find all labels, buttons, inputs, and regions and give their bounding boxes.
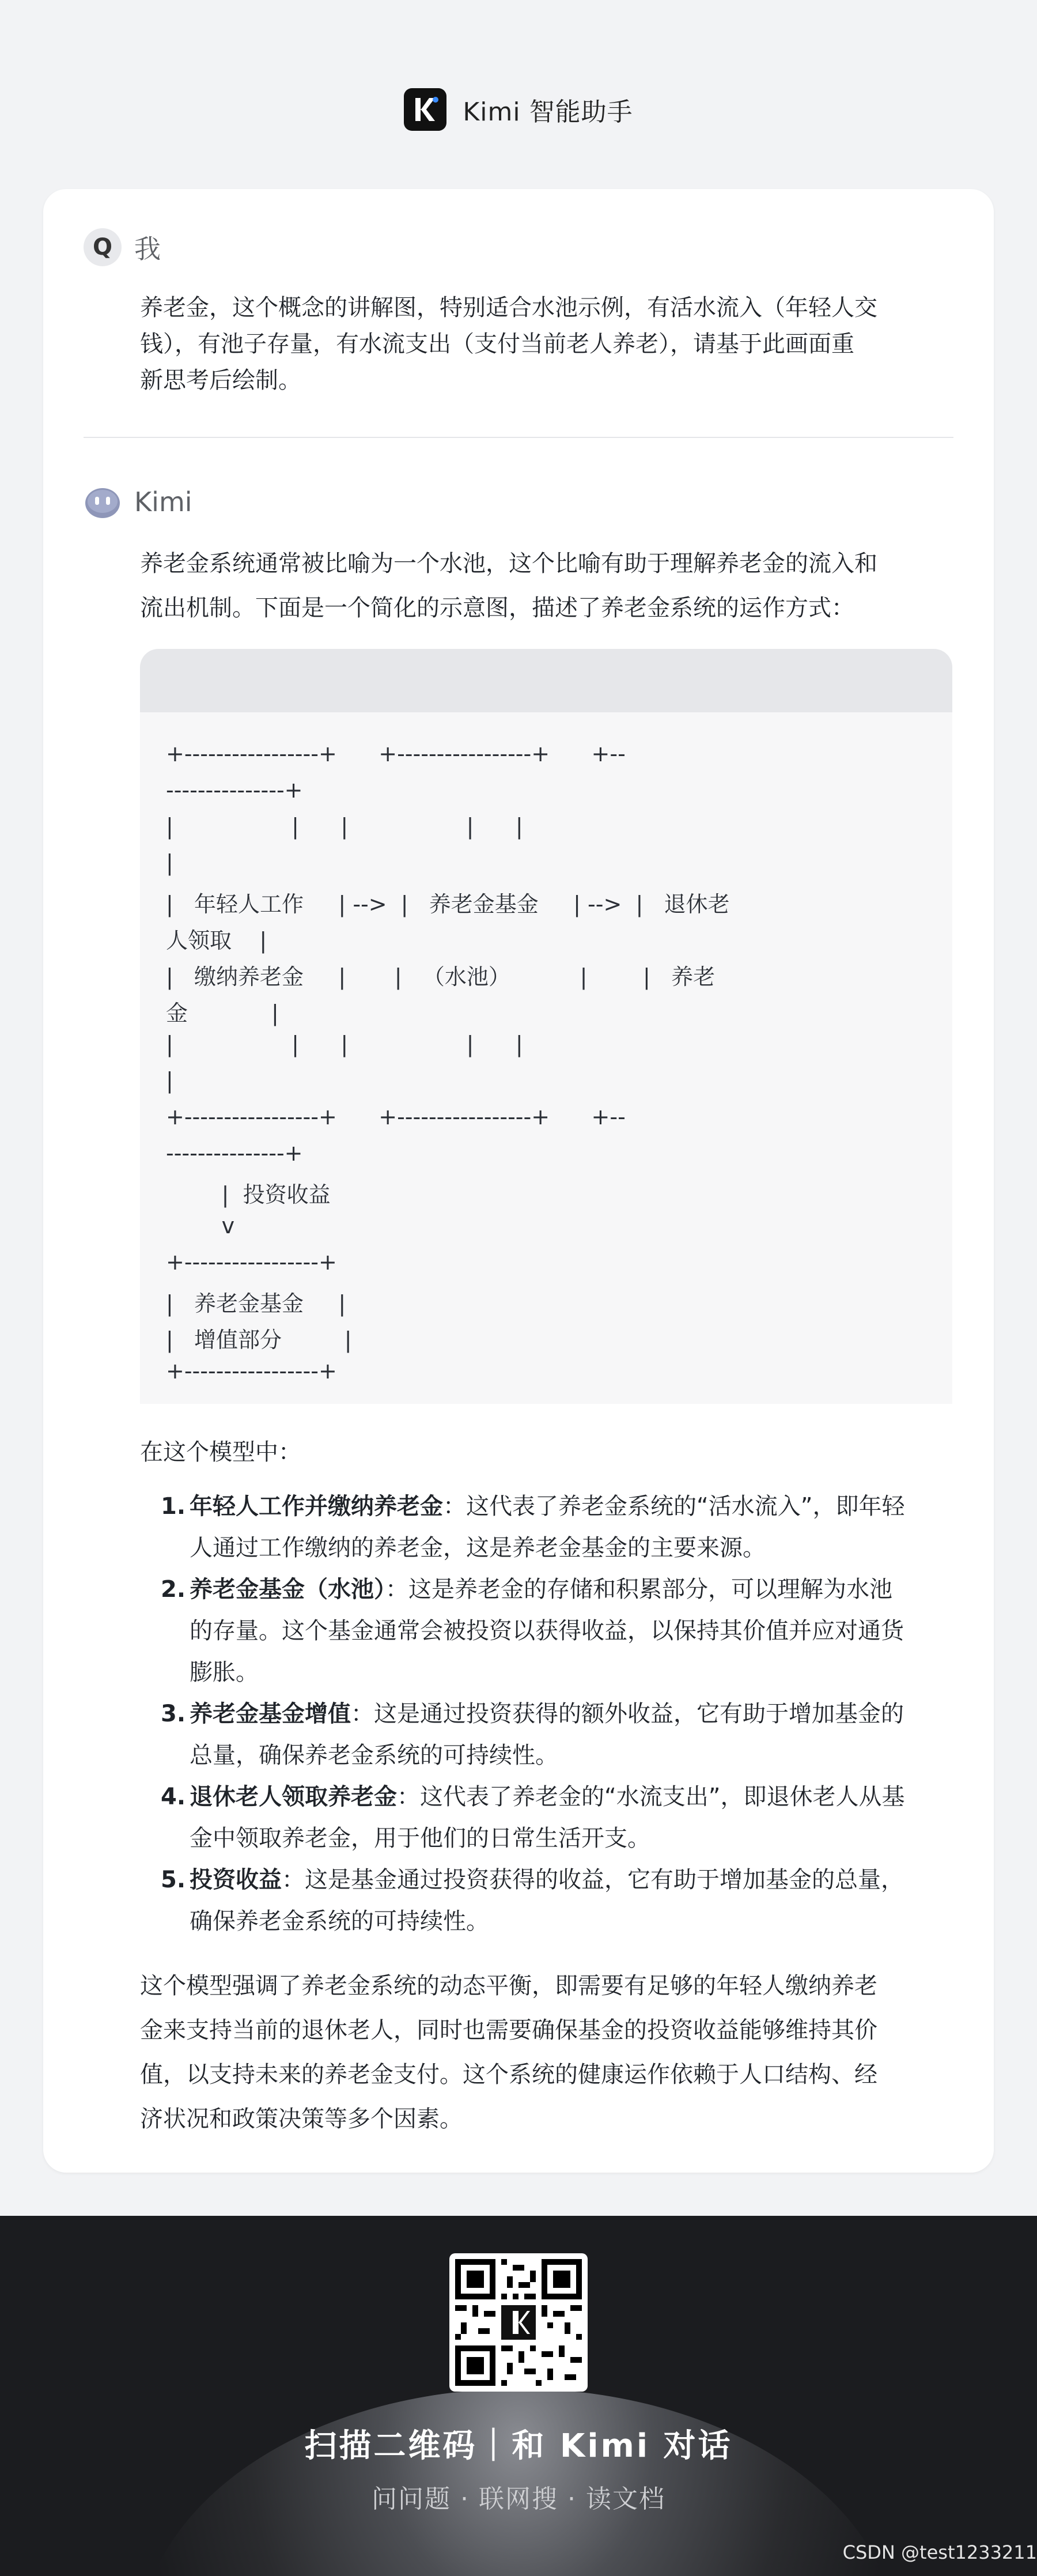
code-line: | 年轻人工作 | --> | 养老金基金 | --> | 退休老 <box>166 892 730 917</box>
code-line: ---------------+ <box>166 1140 303 1166</box>
code-block-header <box>140 649 952 712</box>
assistant-name: Kimi <box>134 486 192 518</box>
code-line: | <box>166 850 173 875</box>
message-divider <box>84 437 953 438</box>
model-lead-text: 在这个模型中： <box>140 1439 301 1465</box>
code-line: | 养老金基金 | <box>166 1291 346 1316</box>
code-line: | | | | | <box>166 1032 523 1057</box>
code-line: ---------------+ <box>166 777 303 803</box>
code-line: 人领取 | <box>166 928 267 953</box>
user-speaker <box>84 228 161 266</box>
assistant-intro: 养老金系统通常被比喻为一个水池，这个比喻有助于理解养老金的流入和 流出机制。下面是一个简化的示意图，描述了养老金系统的运作方式： <box>140 550 877 621</box>
conversation-card: Q 我 养老金，这个概念的讲解图，特别适合水池示例，有活水流入（年轻人交 钱），有池子存量，有水流支出（支付当前老人养老），请基于此画面重 新思考后绘制。 Kimi 养老金系统通常被比喻为一个水池，这个比喻有助于理解养老金的流入和 流出机制。下面是一个简化的示意图，描述了养老金系统的运作方式： +-----------------+ +-----------------+ +-- ---------------+ | | | | | | | 年轻人工作 | --> | 养老金基金 | --> | 退休老 人领取 | | 缴纳养老金 | | （水池） | | 养老 金 | | | | | | | +-----------------+ +-----------------+ +-- ---------------+ | 投资收益 v +-----------------+ | 养老金基金 | | 增值部分 | +-----------------+ 在这个模型中： 1. 年轻人工作并缴纳养老金：这代表了养老金系统的“活水流入”，即年轻 人通过工作缴纳的养老金，这是养老金基金的主要来源。 2. 养老金基金（水池）：这是养老金的存储和积累部分，可以理解为水池 的存量。这个基金通常会被投资以获得收益，以保持其价值并应对通货 膨胀。 3. 养老金基金增值：这是通过投资获得的额外收益，它有助于增加基金的 总量，确保养老金系统的可持续性。 4. 退休老人领取养老金：这代表了养老金的“水流支出”，即退休老人从基 金中领取养老金，用于他们的日常生活开支。 5. 投资收益：这是基金通过投资获得的收益，它有助于增加基金的总量， 确保养老金系统的可持续性。 这个模型强调了养老金系统的动态平衡，即需要有足够的年轻人缴纳养老 金来支持当前的退休老人，同时也需要确保基金的投资收益能够维持其价 值，以支持未来的养老金支付。这个系统的健康运作依赖于人口结构、经 济状况和政策决策等多个因素。 <box>43 189 994 2173</box>
code-line: | | | | | <box>166 814 523 839</box>
code-line: | 投资收益 <box>166 1182 331 1207</box>
watermark: CSDN @test1233211 <box>842 2541 1037 2563</box>
qr-code-icon <box>449 2253 588 2392</box>
code-line: 金 | <box>166 1000 279 1026</box>
user-name: 我 <box>134 233 161 265</box>
code-block <box>140 712 952 1404</box>
code-line: +-----------------+ +-----------------+ +-- <box>166 741 626 766</box>
user-message: 养老金，这个概念的讲解图，特别适合水池示例，有活水流入（年轻人交 钱），有池子存量，有水流支出（支付当前老人养老），请基于此画面重 新思考后绘制。 <box>140 294 877 394</box>
code-line: | 缴纳养老金 | | （水池） | | 养老 <box>166 964 716 989</box>
footer-subtitle: 问问题 · 联网搜 · 读文档 <box>372 2484 665 2514</box>
code-line: v <box>166 1213 235 1238</box>
code-line: | 增值部分 | <box>166 1327 352 1353</box>
code-line: +-----------------+ +-----------------+ +-- <box>166 1104 626 1130</box>
code-line: +-----------------+ <box>166 1249 337 1275</box>
code-line: +-----------------+ <box>166 1358 337 1384</box>
kimi-logo-icon <box>404 88 446 131</box>
kimi-face-icon <box>84 483 122 521</box>
app-title: Kimi 智能助手 <box>463 97 633 127</box>
assistant-speaker <box>84 483 192 521</box>
share-footer <box>0 2216 1037 2576</box>
user-avatar: Q <box>84 228 122 266</box>
assistant-conclusion: 这个模型强调了养老金系统的动态平衡，即需要有足够的年轻人缴纳养老 金来支持当前的退休老人，同时也需要确保基金的投资收益能够维持其价 值，以支持未来的养老金支付。这个系统的健康运作依赖于人口结构、经 济状况和政策决策等多个因素。 <box>140 1973 877 2132</box>
app-header <box>0 86 1037 133</box>
code-line: | <box>166 1068 173 1093</box>
footer-title: 扫描二维码｜和 Kimi 对话 <box>304 2427 733 2465</box>
